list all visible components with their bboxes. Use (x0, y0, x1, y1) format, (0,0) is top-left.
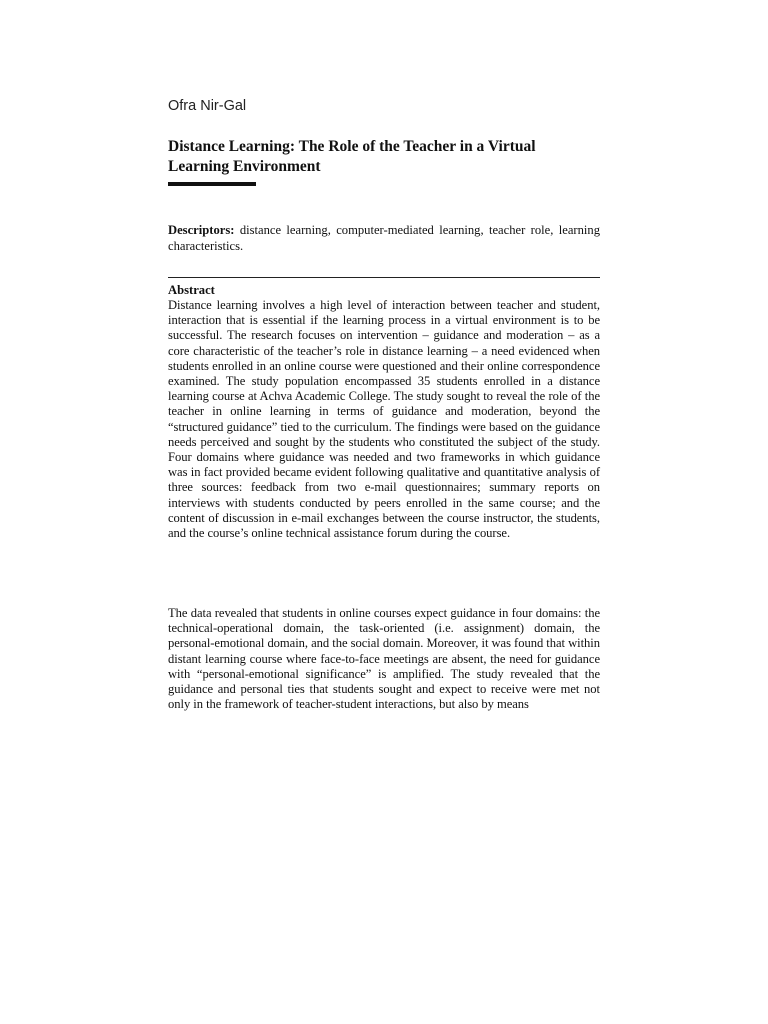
abstract-heading: Abstract (168, 283, 215, 297)
abstract-paragraph-1: Distance learning involves a high level of interaction between teacher and student, interaction that is essential if the learning process in a virtual environment is to be successful. The research focuses on intervention – guidance and moderation – as a core characteristic of the teacher’s role in distance learning – a need evidenced when students enrolled in an online course were questioned and their online correspondence examined. The study population encompassed 35 students enrolled in a distance learning course at Achva Academic College. The study sought to reveal the role of the teacher in online learning in terms of guidance and moderation, beyond the “structured guidance” tied to the curriculum. The findings were based on the guidance needs perceived and sought by the students who constituted the subject of the study. Four domains where guidance was needed and two frameworks in which guidance was in fact provided became evident following qualitative and quantitative analysis of three sources: feedback from two e-mail questionnaires; summary reports on interviews with students conducted by peers enrolled in the same course; and the content of discussion in e-mail exchanges between the course instructor, the students, and the course’s online technical assistance forum during the course. (168, 298, 600, 541)
abstract-paragraph-2: The data revealed that students in online courses expect guidance in four domains: the technical-operational domain, the task-oriented (i.e. assignment) domain, the personal-emotional domain, and the social domain. Moreover, it was found that within distant learning course where face-to-face meetings are absent, the need for guidance with “personal-emotional significance” is amplified. The study revealed that the guidance and personal ties that students sought and expect to receive were met not only in the framework of teacher-student interactions, but also by means (168, 606, 600, 712)
title-underline-rule (168, 182, 256, 186)
descriptors (168, 222, 600, 254)
author-name: Ofra Nir-Gal (168, 98, 247, 114)
descriptors-text: distance learning, computer-mediated learning, teacher role, learning characteristics. (168, 223, 600, 253)
abstract-divider (168, 277, 600, 278)
descriptors-label: Descriptors: (168, 223, 235, 237)
article-title: Distance Learning: The Role of the Teacher in a Virtual Learning Environment (168, 138, 536, 175)
